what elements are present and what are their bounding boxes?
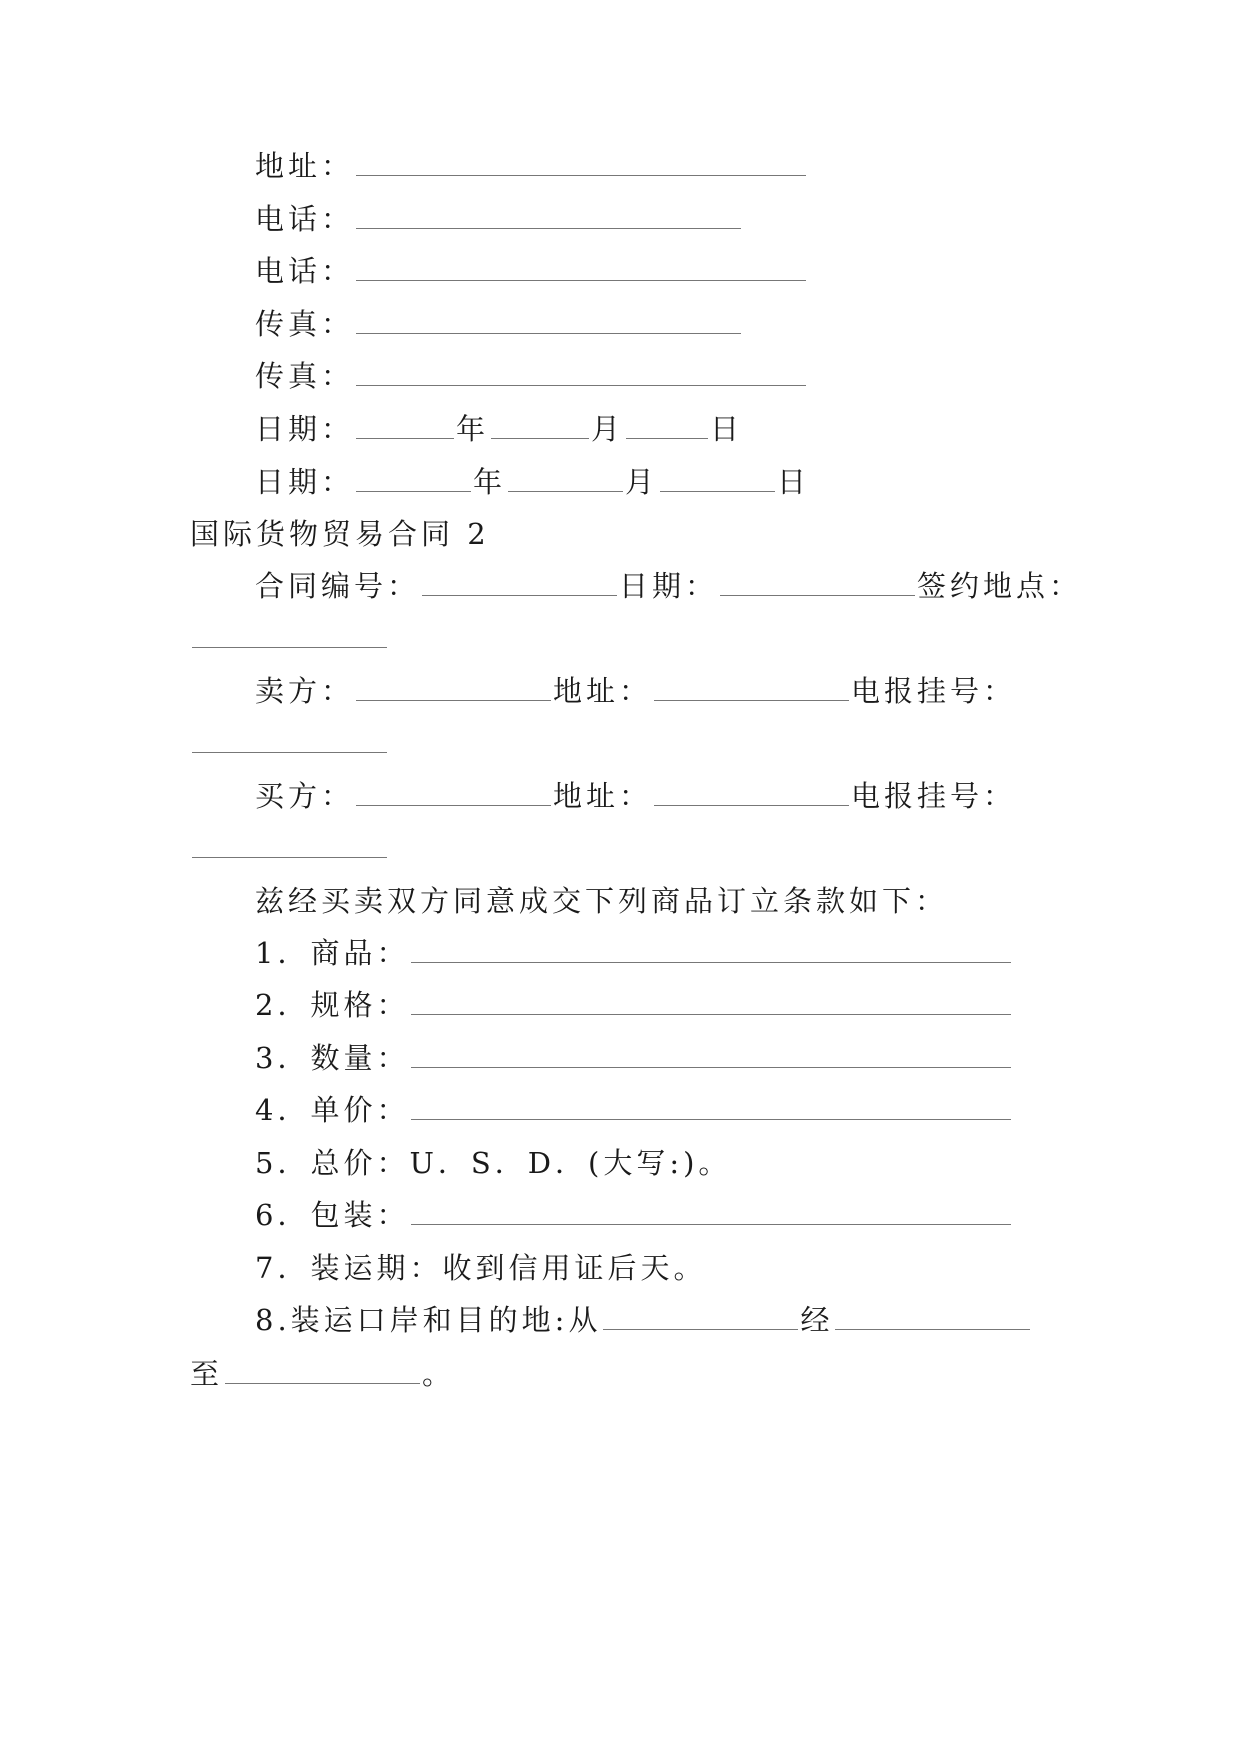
line-text: 电话： xyxy=(255,202,355,236)
line-text: 地址： xyxy=(553,674,653,708)
line-text: 年 xyxy=(456,412,490,446)
text-line xyxy=(255,566,1082,606)
line-text: 7．装运期：收到信用证后天。 xyxy=(255,1251,707,1285)
text-line xyxy=(255,1038,1013,1078)
fill-in-blank xyxy=(356,384,806,386)
text-line xyxy=(190,828,389,868)
text-line xyxy=(255,304,743,344)
text-line xyxy=(255,1143,731,1183)
fill-in-blank xyxy=(720,594,915,596)
fill-in-blank xyxy=(356,804,551,806)
line-text: 传真： xyxy=(255,359,355,393)
line-text: 年 xyxy=(473,465,507,499)
fill-in-blank xyxy=(626,437,708,439)
line-text: 3．数量： xyxy=(255,1041,410,1075)
line-text: 8.装运口岸和目的地:从 xyxy=(255,1303,602,1337)
line-text: 签约地点： xyxy=(917,569,1083,603)
text-line xyxy=(190,723,389,763)
fill-in-blank xyxy=(491,437,589,439)
text-line xyxy=(255,985,1013,1025)
fill-in-blank xyxy=(411,1118,1011,1120)
fill-in-blank xyxy=(192,856,387,858)
text-line xyxy=(255,199,743,239)
fill-in-blank xyxy=(508,490,623,492)
fill-in-blank xyxy=(192,751,387,753)
line-text: 。 xyxy=(422,1357,456,1391)
text-line xyxy=(255,776,1016,816)
text-line xyxy=(255,409,743,449)
line-text: 传真： xyxy=(255,307,355,341)
line-text: 电话： xyxy=(255,254,355,288)
line-text: 至 xyxy=(190,1357,224,1391)
text-line xyxy=(255,933,1013,973)
fill-in-blank xyxy=(192,646,387,648)
text-line xyxy=(255,356,808,396)
fill-in-blank xyxy=(603,1328,798,1330)
fill-in-blank xyxy=(225,1382,420,1384)
line-text: 日期： xyxy=(619,569,719,603)
line-text: 电报挂号： xyxy=(851,674,1017,708)
fill-in-blank xyxy=(356,490,471,492)
text-line xyxy=(255,881,948,921)
line-text: 1．商品： xyxy=(255,936,410,970)
fill-in-blank xyxy=(654,699,849,701)
fill-in-blank xyxy=(356,332,741,334)
text-line xyxy=(255,1248,706,1288)
fill-in-blank xyxy=(422,594,617,596)
fill-in-blank xyxy=(835,1328,1030,1330)
line-text: 电报挂号： xyxy=(851,779,1017,813)
fill-in-blank xyxy=(356,699,551,701)
line-text: 国际货物贸易合同 2 xyxy=(190,517,490,551)
text-line xyxy=(255,1195,1013,1235)
text-line xyxy=(255,1090,1013,1130)
fill-in-blank xyxy=(411,961,1011,963)
line-text: 卖方： xyxy=(255,674,355,708)
line-text: 买方： xyxy=(255,779,355,813)
line-text: 合同编号： xyxy=(255,569,421,603)
line-text: 5．总价：U．S．D．(大写:)。 xyxy=(255,1146,732,1180)
text-line xyxy=(190,618,389,658)
fill-in-blank xyxy=(411,1013,1011,1015)
fill-in-blank xyxy=(356,437,454,439)
line-text: 日 xyxy=(777,465,811,499)
line-text: 6．包装： xyxy=(255,1198,410,1232)
fill-in-blank xyxy=(654,804,849,806)
line-text: 地址： xyxy=(255,149,355,183)
text-line xyxy=(255,251,808,291)
line-text: 4．单价： xyxy=(255,1093,410,1127)
fill-in-blank xyxy=(411,1223,1011,1225)
line-text: 2．规格： xyxy=(255,988,410,1022)
fill-in-blank xyxy=(411,1066,1011,1068)
line-text: 日 xyxy=(710,412,744,446)
line-text: 兹经买卖双方同意成交下列商品订立条款如下： xyxy=(255,884,949,918)
line-text: 日期： xyxy=(255,412,355,446)
fill-in-blank xyxy=(356,227,741,229)
line-text: 日期： xyxy=(255,465,355,499)
text-line xyxy=(190,1354,455,1394)
text-line xyxy=(255,671,1016,711)
line-text: 月 xyxy=(625,465,659,499)
fill-in-blank xyxy=(356,279,806,281)
fill-in-blank xyxy=(356,174,806,176)
line-text: 月 xyxy=(591,412,625,446)
text-line xyxy=(255,146,808,186)
line-text: 地址： xyxy=(553,779,653,813)
line-text: 经 xyxy=(800,1303,834,1337)
text-line xyxy=(190,514,490,554)
fill-in-blank xyxy=(660,490,775,492)
text-line xyxy=(255,462,810,502)
text-line xyxy=(255,1300,1032,1340)
